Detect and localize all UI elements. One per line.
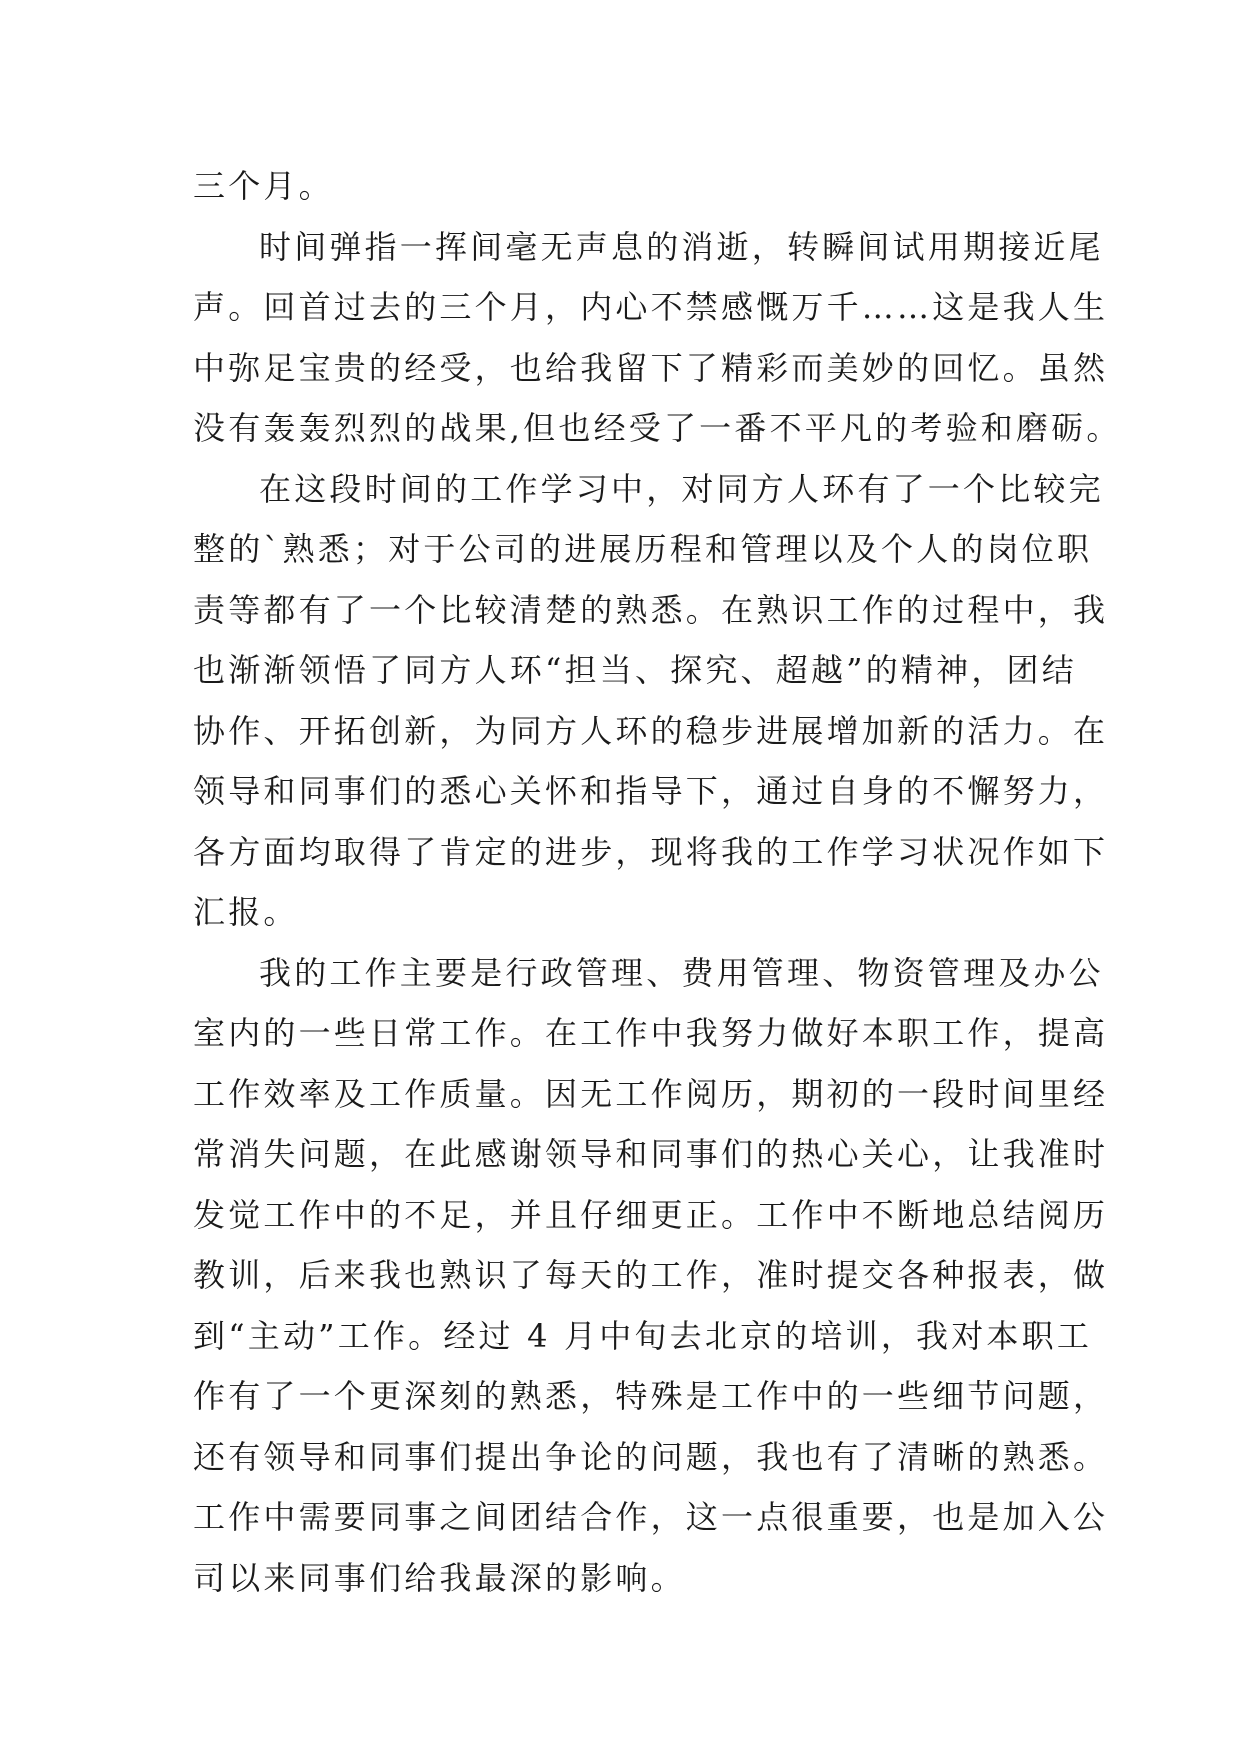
- text-line: 室内的一些日常工作。在工作中我努力做好本职工作，提高: [193, 1014, 1109, 1052]
- text-line: 整的`熟悉；对于公司的进展历程和管理以及个人的岗位职: [193, 530, 1093, 568]
- text-line: 没有轰轰烈烈的战果,但也经受了一番不平凡的考验和磨砺。: [193, 409, 1122, 447]
- text-line: 时间弹指一挥间毫无声息的消逝，转瞬间试用期接近尾: [259, 227, 1104, 266]
- text-line: 教训，后来我也熟识了每天的工作，准时提交各种报表，做: [193, 1256, 1109, 1294]
- text-line: 各方面均取得了肯定的进步，现将我的工作学习状况作如下: [193, 832, 1109, 871]
- text-line: 声。回首过去的三个月，内心不禁感慨万千……这是我人生: [193, 288, 1109, 326]
- text-line: 到“主动”工作。经过 4 月中旬去北京的培训，我对本职工: [193, 1316, 1093, 1355]
- text-line: 司以来同事们给我最深的影响。: [193, 1558, 686, 1597]
- text-line: 三个月。: [193, 167, 334, 205]
- body-text: [193, 156, 1122, 1608]
- text-line: 还有领导和同事们提出争论的问题，我也有了清晰的熟悉。: [193, 1437, 1109, 1476]
- text-line: 协作、开拓创新，为同方人环的稳步进展增加新的活力。在: [193, 711, 1109, 750]
- text-line: 常消失问题，在此感谢领导和同事们的热心关心，让我准时: [193, 1135, 1109, 1173]
- text-line: 责等都有了一个比较清楚的熟悉。在熟识工作的过程中，我: [193, 590, 1109, 629]
- text-line: 工作效率及工作质量。因无工作阅历，期初的一段时间里经: [193, 1074, 1109, 1113]
- text-line: 工作中需要同事之间团结合作，这一点很重要，也是加入公: [193, 1498, 1109, 1536]
- text-line: 我的工作主要是行政管理、费用管理、物资管理及办公: [259, 953, 1104, 992]
- text-line: 汇报。: [193, 893, 299, 931]
- text-line: 在这段时间的工作学习中，对同方人环有了一个比较完: [259, 469, 1104, 508]
- text-line: 作有了一个更深刻的熟悉，特殊是工作中的一些细节问题，: [193, 1377, 1109, 1415]
- text-line: 中弥足宝贵的经受，也给我留下了精彩而美妙的回忆。虽然: [193, 348, 1109, 387]
- text-line: 发觉工作中的不足，并且仔细更正。工作中不断地总结阅历: [193, 1195, 1109, 1234]
- text-line: 领导和同事们的悉心关怀和指导下，通过自身的不懈努力，: [193, 772, 1109, 810]
- text-line: 也渐渐领悟了同方人环“担当、探究、超越”的精神，团结: [193, 651, 1077, 689]
